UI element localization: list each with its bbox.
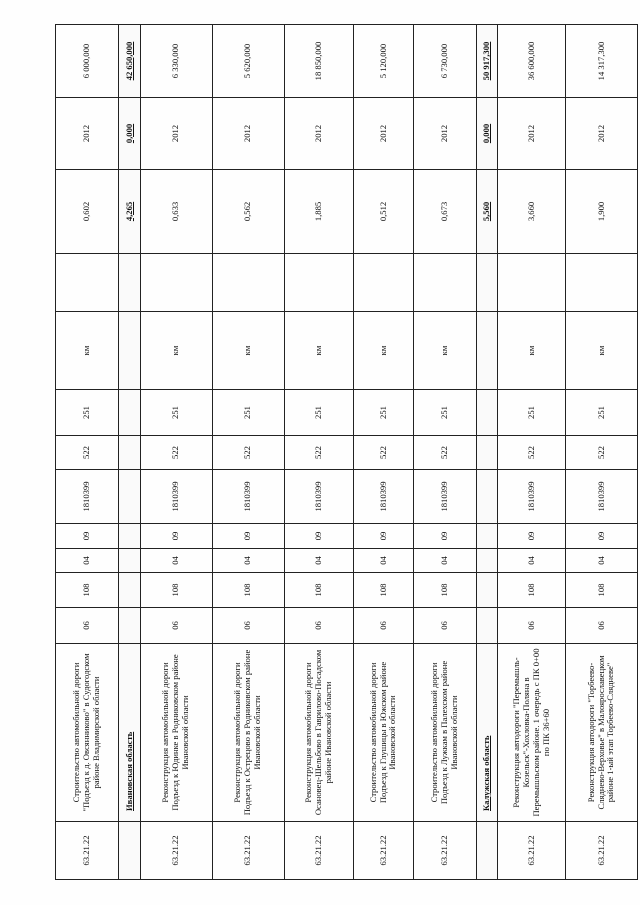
expense-type-cell	[477, 436, 498, 470]
unit-cell: км	[498, 312, 566, 390]
total-zero: 0,000	[119, 98, 140, 170]
ministry-cell: 108	[413, 573, 476, 608]
expense-type-cell	[119, 436, 140, 470]
table-row	[212, 25, 284, 880]
table-row	[413, 25, 476, 880]
project-name-cell: Реконструкция автодороги "Перемышль-Козельск"-Хохловка-Поляна в Перемышльском районе. 1 очередь с ПК 0+00 по ПК 36+60	[498, 644, 566, 822]
capacity-empty-cell	[565, 254, 637, 312]
kosgu-cell: 251	[56, 390, 119, 436]
year-cell: 2012	[413, 98, 476, 170]
unit-cell: км	[284, 312, 354, 390]
total-capacity: 5,560	[477, 170, 498, 254]
subsection-cell: 09	[56, 524, 119, 549]
section-cell	[119, 549, 140, 573]
target-article-cell: 1810399	[284, 470, 354, 524]
capacity-empty-cell	[498, 254, 566, 312]
target-article-cell	[477, 470, 498, 524]
year-cell: 2012	[140, 98, 212, 170]
ministry-cell	[477, 573, 498, 608]
code-cell	[119, 822, 140, 880]
project-name-cell: Строительство автомобильной дороги Подъезд к Лужкам в Палехском районе Ивановской области	[413, 644, 476, 822]
target-article-cell: 1810399	[565, 470, 637, 524]
capacity-empty-cell	[140, 254, 212, 312]
kosgu-cell: 251	[413, 390, 476, 436]
code-cell: 63.21.22	[212, 822, 284, 880]
section-cell: 04	[56, 549, 119, 573]
section-row	[477, 25, 498, 880]
amount-cell: 36 600,000	[498, 25, 566, 98]
ministry-cell: 108	[354, 573, 413, 608]
expense-type-cell: 522	[498, 436, 566, 470]
kosgu-cell: 251	[212, 390, 284, 436]
expense-type-cell: 522	[212, 436, 284, 470]
table-row	[284, 25, 354, 880]
kosgu-cell	[119, 390, 140, 436]
unit-cell	[477, 312, 498, 390]
subsection-cell	[119, 524, 140, 549]
project-name-cell: Реконструкция автомобильной дороги Подъезд к Юдинке в Родниковском районе Ивановской области	[140, 644, 212, 822]
amount-cell: 5 120,000	[354, 25, 413, 98]
capacity-cell: 0,633	[140, 170, 212, 254]
chapter-cell: 06	[565, 608, 637, 644]
subsection-cell	[477, 524, 498, 549]
unit-cell: км	[354, 312, 413, 390]
table-row	[56, 25, 119, 880]
amount-cell: 6 730,000	[413, 25, 476, 98]
capacity-cell: 0,673	[413, 170, 476, 254]
chapter-cell: 06	[284, 608, 354, 644]
subsection-cell: 09	[140, 524, 212, 549]
year-cell: 2012	[498, 98, 566, 170]
capacity-cell: 1,900	[565, 170, 637, 254]
table-row	[498, 25, 566, 880]
total-amount: 50 917,300	[477, 25, 498, 98]
expense-type-cell: 522	[354, 436, 413, 470]
project-name-cell: Реконструкция автодороги "Торбеево-Сляднево-Верховье" в Малоярославецком районе 1-ый этап Торбеево-Слядневе"	[565, 644, 637, 822]
code-cell: 63.21.22	[498, 822, 566, 880]
target-article-cell: 1810399	[212, 470, 284, 524]
table-row	[565, 25, 637, 880]
section-cell: 04	[413, 549, 476, 573]
ministry-cell: 108	[284, 573, 354, 608]
target-article-cell	[119, 470, 140, 524]
ministry-cell: 108	[565, 573, 637, 608]
capacity-cell: 0,602	[56, 170, 119, 254]
chapter-cell: 06	[140, 608, 212, 644]
amount-cell: 5 620,000	[212, 25, 284, 98]
chapter-cell: 06	[498, 608, 566, 644]
target-article-cell: 1810399	[56, 470, 119, 524]
section-cell: 04	[140, 549, 212, 573]
target-article-cell: 1810399	[354, 470, 413, 524]
subsection-cell: 09	[498, 524, 566, 549]
code-cell: 63.21.22	[413, 822, 476, 880]
expense-type-cell: 522	[413, 436, 476, 470]
kosgu-cell	[477, 390, 498, 436]
chapter-cell: 06	[413, 608, 476, 644]
kosgu-cell: 251	[284, 390, 354, 436]
section-cell: 04	[354, 549, 413, 573]
subsection-cell: 09	[565, 524, 637, 549]
year-cell: 2012	[354, 98, 413, 170]
amount-cell: 6 330,000	[140, 25, 212, 98]
year-cell: 2012	[56, 98, 119, 170]
amount-cell: 14 317,300	[565, 25, 637, 98]
section-cell: 04	[212, 549, 284, 573]
expense-type-cell: 522	[565, 436, 637, 470]
capacity-empty-cell	[119, 254, 140, 312]
amount-cell: 6 000,000	[56, 25, 119, 98]
ministry-cell: 108	[56, 573, 119, 608]
code-cell: 63.21.22	[284, 822, 354, 880]
total-zero: 0,000	[477, 98, 498, 170]
year-cell: 2012	[565, 98, 637, 170]
capacity-empty-cell	[284, 254, 354, 312]
section-cell	[477, 549, 498, 573]
unit-cell: км	[413, 312, 476, 390]
rotated-table-wrapper	[55, 25, 638, 880]
target-article-cell: 1810399	[498, 470, 566, 524]
project-name-cell: Строительство автомобильной дороги Подъезд к Глушицы в Южском районе Ивановской области	[354, 644, 413, 822]
capacity-empty-cell	[413, 254, 476, 312]
code-cell: 63.21.22	[56, 822, 119, 880]
table-row	[354, 25, 413, 880]
table-row	[140, 25, 212, 880]
expense-type-cell: 522	[56, 436, 119, 470]
unit-cell: км	[56, 312, 119, 390]
subsection-cell: 09	[212, 524, 284, 549]
region-heading: Ивановская область	[119, 644, 140, 822]
amount-cell: 18 850,000	[284, 25, 354, 98]
expense-type-cell: 522	[284, 436, 354, 470]
target-article-cell: 1810399	[413, 470, 476, 524]
unit-cell	[119, 312, 140, 390]
kosgu-cell: 251	[498, 390, 566, 436]
code-cell: 63.21.22	[140, 822, 212, 880]
capacity-empty-cell	[212, 254, 284, 312]
unit-cell: км	[140, 312, 212, 390]
subsection-cell: 09	[284, 524, 354, 549]
kosgu-cell: 251	[140, 390, 212, 436]
target-article-cell: 1810399	[140, 470, 212, 524]
chapter-cell: 06	[56, 608, 119, 644]
capacity-cell: 0,512	[354, 170, 413, 254]
code-cell: 63.21.22	[354, 822, 413, 880]
ministry-cell: 108	[498, 573, 566, 608]
subsection-cell: 09	[413, 524, 476, 549]
ministry-cell: 108	[212, 573, 284, 608]
capacity-cell: 1,885	[284, 170, 354, 254]
subsection-cell: 09	[354, 524, 413, 549]
code-cell	[477, 822, 498, 880]
unit-cell: км	[565, 312, 637, 390]
road-construction-table	[55, 24, 638, 880]
project-name-cell: Реконструкция автомобильной дороги Осановец-Шельбово в Гаврилово-Посадском районе Ивановской области	[284, 644, 354, 822]
year-cell: 2012	[212, 98, 284, 170]
section-cell: 04	[565, 549, 637, 573]
region-heading: Калужская область	[477, 644, 498, 822]
chapter-cell: 06	[212, 608, 284, 644]
total-capacity: 4,265	[119, 170, 140, 254]
code-cell: 63.21.22	[565, 822, 637, 880]
chapter-cell	[119, 608, 140, 644]
capacity-empty-cell	[354, 254, 413, 312]
section-cell: 04	[498, 549, 566, 573]
section-cell: 04	[284, 549, 354, 573]
chapter-cell	[477, 608, 498, 644]
capacity-cell: 0,562	[212, 170, 284, 254]
kosgu-cell: 251	[354, 390, 413, 436]
unit-cell: км	[212, 312, 284, 390]
total-amount: 42 650,000	[119, 25, 140, 98]
ministry-cell: 108	[140, 573, 212, 608]
expense-type-cell: 522	[140, 436, 212, 470]
capacity-empty-cell	[477, 254, 498, 312]
kosgu-cell: 251	[565, 390, 637, 436]
year-cell: 2012	[284, 98, 354, 170]
capacity-empty-cell	[56, 254, 119, 312]
capacity-cell: 3,660	[498, 170, 566, 254]
project-name-cell: Строительство автомобильной дороги "Подъезд к д. Овсянниково" в Судогодском районе Владимирской области	[56, 644, 119, 822]
section-row	[119, 25, 140, 880]
chapter-cell: 06	[354, 608, 413, 644]
ministry-cell	[119, 573, 140, 608]
project-name-cell: Реконструкция автомобильной дороги Подъезд к Острецово в Родниковском районе Ивановской области	[212, 644, 284, 822]
